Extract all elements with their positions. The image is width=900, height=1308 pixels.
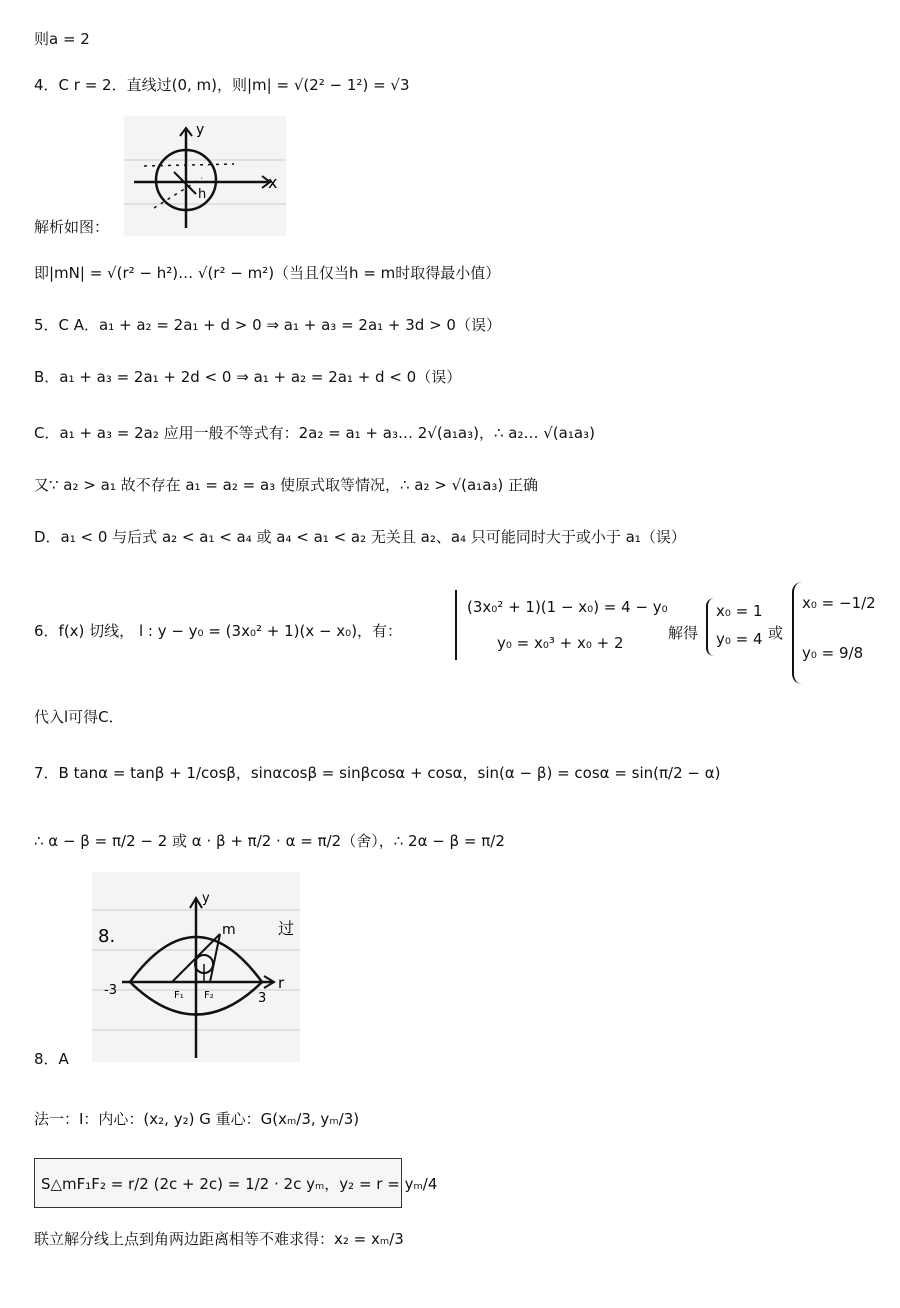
- line-5d: 又∵ a₂ > a₁ 故不存在 a₁ = a₂ = a₃ 使原式取等情况，∴ a₂ > √(a₁a₃) 正确: [34, 476, 539, 494]
- boxed-area-formula: [34, 1158, 438, 1208]
- or-word: 或: [768, 624, 784, 642]
- system-eq-1: (3x₀² + 1)(1 − x₀) = 4 − y₀: [467, 598, 668, 616]
- fig2-y-label: y: [202, 891, 210, 906]
- fig2-f1-label: F₁: [174, 990, 184, 1001]
- fig2-corner-text: 过: [278, 919, 295, 938]
- line-4: 4．C r = 2．直线过(0, m)，则|m| = √(2² − 1²) = √3: [34, 76, 410, 94]
- fig2-r-label: r: [278, 974, 285, 992]
- sketch-figure-1: [124, 116, 286, 236]
- line-6b: 代入l可得C．: [34, 708, 124, 726]
- line-5e: D．a₁ < 0 与后式 a₂ < a₁ < a₄ 或 a₄ < a₁ < a₂ 无关且 a₂、a₄ 只可能同时大于或小于 a₁（误）: [34, 528, 686, 546]
- line-4b: 解析如图：: [34, 218, 110, 236]
- solution-1-x: x₀ = 1: [716, 602, 763, 620]
- equation-system: [455, 590, 667, 660]
- line-8a: 法一：I：内心：(x₂, y₂) G 重心：G(xₘ/3, yₘ/3): [34, 1110, 360, 1128]
- line-5c: C．a₁ + a₃ = 2a₂ 应用一般不等式有：2a₂ = a₁ + a₃… 2√(a₁a₃)，∴ a₂… √(a₁a₃): [34, 424, 595, 442]
- fig1-x-label: x: [268, 173, 278, 192]
- solution-2: [792, 582, 884, 684]
- fig2-f2-label: F₂: [204, 990, 214, 1001]
- line-8: 8．A: [34, 1050, 69, 1068]
- circle-sketch: [124, 116, 286, 236]
- sketch-figure-2: [92, 872, 300, 1062]
- line-7b: ∴ α − β = π/2 − 2 或 α · β + π/2 · α = π/2（舍），∴ 2α − β = π/2: [34, 832, 505, 850]
- fig2-m-label: m: [222, 922, 236, 938]
- line-5b: B．a₁ + a₃ = 2a₁ + 2d < 0 ⇒ a₁ + a₂ = 2a₁ + d < 0（误）: [34, 368, 462, 386]
- line-8c: 联立解分线上点到角两边距离相等不难求得：x₂ = xₘ/3: [34, 1230, 404, 1248]
- solution-2-x: x₀ = −1/2: [802, 594, 876, 612]
- line-5a: 5．C A．a₁ + a₂ = 2a₁ + d > 0 ⇒ a₁ + a₃ = 2a₁ + 3d > 0（误）: [34, 316, 501, 334]
- solution-1-y: y₀ = 4: [716, 630, 763, 648]
- solve-word: 解得: [668, 624, 699, 642]
- line-4c: 即|mN| = √(r² − h²)… √(r² − m²)（当且仅当h = m时取得最小值）: [34, 264, 501, 282]
- line-top: 则a = 2: [34, 30, 90, 48]
- fig2-3-label: 3: [258, 991, 267, 1006]
- ellipse-sketch: [92, 872, 300, 1062]
- line-7a: 7．B tanα = tanβ + 1/cosβ，sinαcosβ = sinβcosα + cosα，sin(α − β) = cosα = sin(π/2 − α): [34, 764, 721, 782]
- line-6a: 6．f(x) 切线， l : y − y₀ = (3x₀² + 1)(x − x₀)，有：: [34, 622, 403, 640]
- line-8b: S△mF₁F₂ = r/2 (2c + 2c) = 1/2 · 2c yₘ，y₂ = r = yₘ/4: [41, 1175, 438, 1193]
- fig1-h-label: h: [198, 187, 207, 202]
- fig2-neg3-label: -3: [104, 983, 117, 998]
- solution-2-y: y₀ = 9/8: [802, 644, 864, 662]
- fig1-y-label: y: [196, 122, 205, 138]
- solution-1: [706, 598, 766, 656]
- fig2-number: 8.: [98, 926, 116, 947]
- system-eq-2: y₀ = x₀³ + x₀ + 2: [497, 634, 624, 652]
